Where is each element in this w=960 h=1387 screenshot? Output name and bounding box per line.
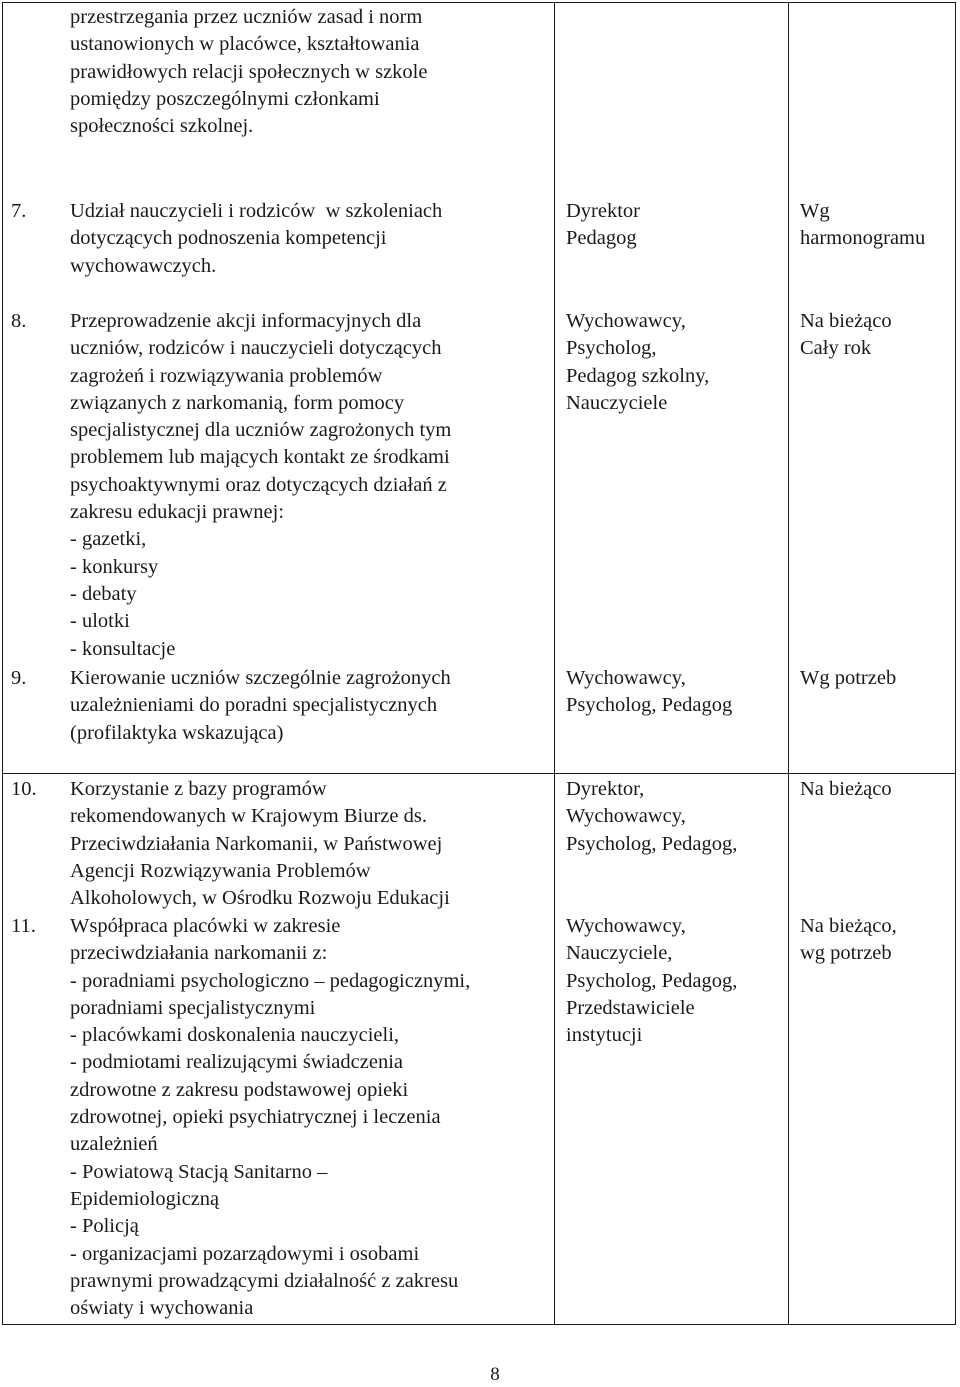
task-cell: przestrzegania przez uczniów zasad i norm ustanowionych w placówce, kształtowania prawidłowych relacji społecznych w szkole pomiędzy poszczególnymi członkami społeczności szkolnej. <box>70 6 428 138</box>
responsible-cell: Wychowawcy, Psycholog, Pedagog szkolny, Nauczyciele <box>566 310 710 414</box>
row-number: 10. <box>11 778 37 800</box>
task-cell: Współpraca placówki w zakresie przeciwdziałania narkomanii z: - poradniami psychologiczno – pedagogicznymi, poradniami specjalistycznymi - placówkami doskonalenia nauczycieli, - podmiotami realizującymi świadczenia zdrowotne z zakresu podstawowej opieki zdrowotnej, opieki psychiatrycznej i leczenia uzależnień - Powiatową Stacją Sanitarno – Epidemiologiczną - Policją - organizacjami pozarządowymi i osobami prawnymi prowadzącymi działalność z zakresu oświaty i wychowania <box>70 915 471 1320</box>
responsible-cell: Wychowawcy, Nauczyciele, Psycholog, Pedagog, Przedstawiciele instytucji <box>566 915 738 1047</box>
table-column-divider <box>554 2 555 1325</box>
table-border-right <box>955 2 956 1325</box>
task-cell: Przeprowadzenie akcji informacyjnych dla uczniów, rodziców i nauczycieli dotyczących zagrożeń i rozwiązywania problemów związanych z narkomanią, form pomocy specjalistycznej dla uczniów zagrożonych tym problemem lub mających kontakt ze środkami psychoaktywnymi oraz dotyczących działań z zakresu edukacji prawnej: - gazetki, - konkursy - debaty - ulotki - konsultacje <box>70 310 452 660</box>
responsible-cell: Wychowawcy, Psycholog, Pedagog <box>566 667 733 717</box>
page-number: 8 <box>490 1364 500 1385</box>
table-column-divider <box>788 2 789 1325</box>
row-number: 9. <box>11 667 27 689</box>
deadline-cell: Na bieżąco <box>800 778 892 800</box>
table-border-bottom <box>2 1324 956 1325</box>
row-number: 8. <box>11 310 27 332</box>
deadline-cell: Na bieżąco Cały rok <box>800 310 892 360</box>
responsible-cell: Dyrektor, Wychowawcy, Psycholog, Pedagog, <box>566 778 738 855</box>
task-cell: Korzystanie z bazy programów rekomendowanych w Krajowym Biurze ds. Przeciwdziałania Narkomanii, w Państwowej Agencji Rozwiązywania Problemów Alkoholowych, w Ośrodku Rozwoju Edukacji <box>70 778 450 910</box>
table-border-left <box>2 2 3 1325</box>
table-row-divider <box>2 773 956 774</box>
table-border-top <box>2 2 956 3</box>
task-cell: Kierowanie uczniów szczególnie zagrożonych uzależnieniami do poradni specjalistycznych (profilaktyka wskazująca) <box>70 667 451 744</box>
task-cell: Udział nauczycieli i rodziców w szkoleniach dotyczących podnoszenia kompetencji wychowawczych. <box>70 200 443 277</box>
deadline-cell: Na bieżąco, wg potrzeb <box>800 915 897 965</box>
responsible-cell: Dyrektor Pedagog <box>566 200 641 250</box>
row-number: 11. <box>11 915 36 937</box>
row-number: 7. <box>11 200 27 222</box>
deadline-cell: Wg potrzeb <box>800 667 897 689</box>
deadline-cell: Wg harmonogramu <box>800 200 926 250</box>
